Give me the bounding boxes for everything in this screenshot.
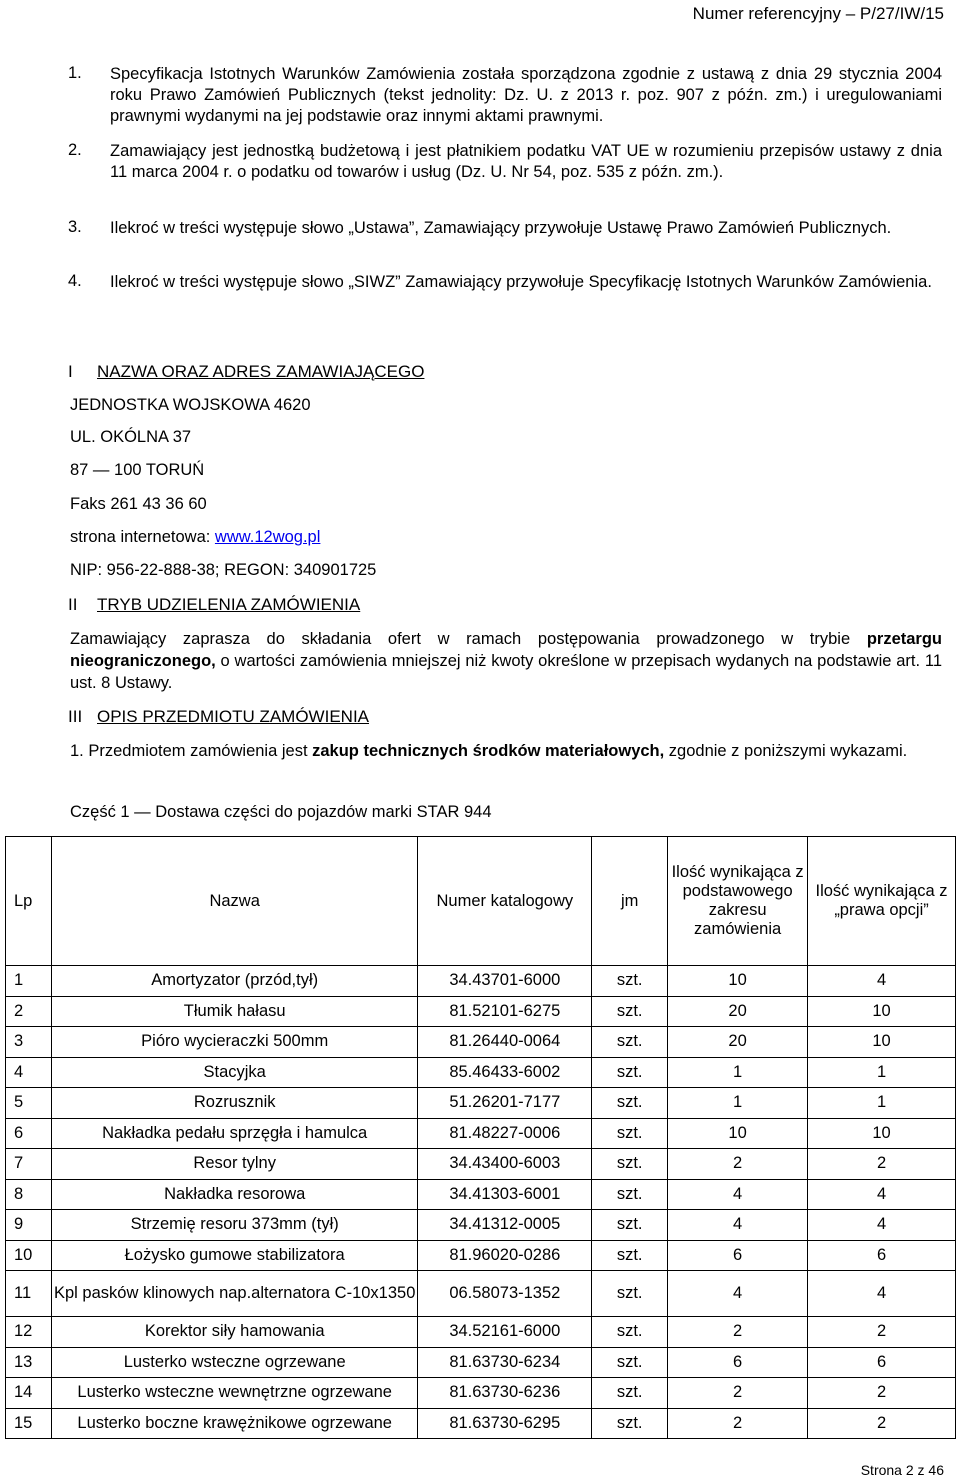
cell-name: Lusterko boczne krawężnikowe ogrzewane [51,1408,417,1439]
cell-option-quantity: 2 [808,1317,956,1348]
cell-unit: szt. [592,1088,668,1119]
intro-3-text: Ilekroć w treści występuje słowo „Ustawa”, Zamawiający przywołuje Ustawę Prawo Zamówień Publicznych. [110,219,892,237]
subject-bold: zakup technicznych środków materiałowych, [312,742,665,760]
cell-option-quantity: 2 [808,1149,956,1180]
cell-option-quantity: 10 [808,1027,956,1058]
cell-catalog-number: 81.63730-6234 [418,1347,592,1378]
website-label: strona internetowa: [70,528,215,546]
cell-lp: 11 [6,1271,52,1317]
cell-catalog-number: 81.26440-0064 [418,1027,592,1058]
cell-unit: szt. [592,1027,668,1058]
cell-unit: szt. [592,1210,668,1241]
cell-lp: 14 [6,1378,52,1409]
cell-base-quantity: 20 [668,996,808,1027]
cell-unit: szt. [592,1240,668,1271]
website-line [70,528,320,547]
cell-unit: szt. [592,1118,668,1149]
cell-base-quantity: 10 [668,966,808,997]
section-1-numeral: I [68,362,73,381]
table-row [6,1317,956,1348]
intro-1-number: 1. [68,64,82,82]
cell-catalog-number: 85.46433-6002 [418,1057,592,1088]
intro-1-text: Specyfikacja Istotnych Warunków Zamówienia została sporządzona zgodnie z ustawą z dnia 29 stycznia 2004 roku Prawo Zamówień Publicznych (tekst jednolity: Dz. U. z 2013 r. poz. 907 z późn. zm.) i uregulowaniami prawnymi wydanymi na jej podstawie oraz innymi aktami prawnymi. [110,65,942,125]
table-header-row [6,837,956,966]
cell-name: Amortyzator (przód,tył) [51,966,417,997]
cell-unit: szt. [592,1408,668,1439]
header-base-quantity: Ilość wynikająca z podstawowego zakresu zamówienia [668,837,808,966]
section-2-numeral: II [68,595,78,614]
website-link[interactable]: www.12wog.pl [214,528,321,546]
cell-option-quantity: 2 [808,1408,956,1439]
cell-lp: 15 [6,1408,52,1439]
table-row [6,1149,956,1180]
cell-unit: szt. [592,1057,668,1088]
table-row [6,996,956,1027]
cell-catalog-number: 81.96020-0286 [418,1240,592,1271]
section-1-title: NAZWA ORAZ ADRES ZAMAWIAJĄCEGO [97,362,425,381]
cell-unit: szt. [592,1149,668,1180]
cell-name: Nakładka resorowa [51,1179,417,1210]
cell-base-quantity: 2 [668,1378,808,1409]
address-city: 87 — 100 TORUŃ [70,461,205,479]
cell-option-quantity: 4 [808,966,956,997]
cell-option-quantity: 10 [808,1118,956,1149]
cell-option-quantity: 10 [808,996,956,1027]
subject-number: 1. [70,742,84,760]
table-row [6,1179,956,1210]
cell-name: Lusterko wsteczne ogrzewane [51,1347,417,1378]
cell-name: Resor tylny [51,1149,417,1180]
intro-2-number: 2. [68,141,82,159]
cell-base-quantity: 6 [668,1240,808,1271]
cell-option-quantity: 2 [808,1378,956,1409]
intro-4-number: 4. [68,272,82,290]
cell-unit: szt. [592,996,668,1027]
cell-base-quantity: 4 [668,1271,808,1317]
cell-base-quantity: 4 [668,1210,808,1241]
intro-4-text: Ilekroć w treści występuje słowo „SIWZ” Zamawiający przywołuje Specyfikację Istotnych Warunków Zamówienia. [110,273,932,291]
cell-unit: szt. [592,1179,668,1210]
fax-number: Faks 261 43 36 60 [70,495,207,513]
cell-lp: 7 [6,1149,52,1180]
procedure-type: przetargu nieograniczonego, [70,630,942,670]
table-row [6,1088,956,1119]
cell-base-quantity: 2 [668,1317,808,1348]
cell-lp: 13 [6,1347,52,1378]
procedure-text-b: o wartości zamówienia mniejszej niż kwoty określone w przepisach wydanych na podstawie art. 11 ust. 8 Ustawy. [70,652,942,692]
table-row [6,1118,956,1149]
table-row [6,1057,956,1088]
cell-base-quantity: 2 [668,1149,808,1180]
cell-base-quantity: 20 [668,1027,808,1058]
cell-option-quantity: 4 [808,1179,956,1210]
cell-name: Kpl pasków klinowych nap.alternatora C-10x1350 [51,1271,417,1317]
cell-base-quantity: 10 [668,1118,808,1149]
intro-2-text: Zamawiający jest jednostką budżetową i jest płatnikiem podatku VAT UE w rozumieniu przepisów ustawy z dnia 11 marca 2004 r. o podatku od towarów i usług (Dz. U. Nr 54, poz. 535 z późn. zm.). [110,142,942,181]
cell-base-quantity: 2 [668,1408,808,1439]
table-row [6,1027,956,1058]
procedure-text-a: Zamawiający zaprasza do składania ofert w ramach postępowania prowadzonego w trybie [70,630,867,648]
cell-unit: szt. [592,1271,668,1317]
cell-name: Korektor siły hamowania [51,1317,417,1348]
procedure-paragraph [70,628,942,694]
subject-text-a: Przedmiotem zamówienia jest [88,742,313,760]
table-row [6,1347,956,1378]
subject-paragraph [70,740,942,762]
cell-catalog-number: 06.58073-1352 [418,1271,592,1317]
subject-text-b: zgodnie z poniższymi wykazami. [664,742,908,760]
cell-option-quantity: 6 [808,1347,956,1378]
cell-unit: szt. [592,966,668,997]
cell-name: Lusterko wsteczne wewnętrzne ogrzewane [51,1378,417,1409]
cell-base-quantity: 4 [668,1179,808,1210]
cell-name: Strzemię resoru 373mm (tył) [51,1210,417,1241]
cell-unit: szt. [592,1378,668,1409]
cell-option-quantity: 1 [808,1088,956,1119]
cell-catalog-number: 81.52101-6275 [418,996,592,1027]
address-street: UL. OKÓLNA 37 [70,428,192,446]
table-row [6,1210,956,1241]
cell-name: Rozrusznik [51,1088,417,1119]
cell-catalog-number: 34.52161-6000 [418,1317,592,1348]
reference-number: Numer referencyjny – P/27/IW/15 [692,4,944,23]
cell-catalog-number: 81.63730-6236 [418,1378,592,1409]
cell-catalog-number: 34.43400-6003 [418,1149,592,1180]
header-lp: Lp [6,837,52,966]
contracting-authority-name: JEDNOSTKA WOJSKOWA 4620 [70,396,311,414]
cell-name: Stacyjka [51,1057,417,1088]
cell-catalog-number: 81.63730-6295 [418,1408,592,1439]
cell-catalog-number: 51.26201-7177 [418,1088,592,1119]
cell-lp: 10 [6,1240,52,1271]
table-row [6,1408,956,1439]
cell-option-quantity: 1 [808,1057,956,1088]
header-catalog-number: Numer katalogowy [418,837,592,966]
cell-lp: 9 [6,1210,52,1241]
cell-catalog-number: 34.41303-6001 [418,1179,592,1210]
cell-catalog-number: 34.43701-6000 [418,966,592,997]
cell-lp: 3 [6,1027,52,1058]
cell-option-quantity: 4 [808,1271,956,1317]
cell-lp: 12 [6,1317,52,1348]
header-option-quantity: Ilość wynikająca z „prawa opcji” [808,837,956,966]
cell-name: Łożysko gumowe stabilizatora [51,1240,417,1271]
header-unit: jm [592,837,668,966]
items-table [5,836,956,1439]
cell-base-quantity: 1 [668,1057,808,1088]
part-title: Część 1 — Dostawa części do pojazdów marki STAR 944 [70,803,492,821]
section-2-title: TRYB UDZIELENIA ZAMÓWIENIA [97,595,361,614]
cell-lp: 5 [6,1088,52,1119]
header-name: Nazwa [51,837,417,966]
table-row [6,1240,956,1271]
table-row [6,1378,956,1409]
cell-base-quantity: 1 [668,1088,808,1119]
section-3-numeral: III [68,707,83,726]
table-row [6,966,956,997]
cell-unit: szt. [592,1317,668,1348]
cell-lp: 8 [6,1179,52,1210]
cell-lp: 2 [6,996,52,1027]
cell-lp: 6 [6,1118,52,1149]
tax-ids: NIP: 956-22-888-38; REGON: 340901725 [70,561,377,579]
cell-name: Nakładka pedału sprzęgła i hamulca [51,1118,417,1149]
intro-3-number: 3. [68,218,82,236]
cell-name: Tłumik hałasu [51,996,417,1027]
cell-lp: 4 [6,1057,52,1088]
table-row [6,1271,956,1317]
cell-catalog-number: 34.41312-0005 [418,1210,592,1241]
section-3-title: OPIS PRZEDMIOTU ZAMÓWIENIA [97,707,370,726]
page-number: Strona 2 z 46 [860,1462,944,1478]
cell-lp: 1 [6,966,52,997]
cell-name: Pióro wycieraczki 500mm [51,1027,417,1058]
cell-base-quantity: 6 [668,1347,808,1378]
cell-unit: szt. [592,1347,668,1378]
cell-option-quantity: 6 [808,1240,956,1271]
cell-option-quantity: 4 [808,1210,956,1241]
cell-catalog-number: 81.48227-0006 [418,1118,592,1149]
